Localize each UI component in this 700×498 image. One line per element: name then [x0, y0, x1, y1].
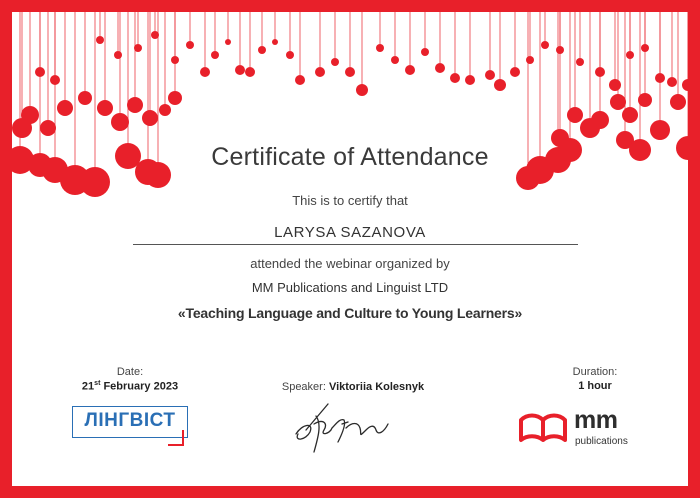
- ornament-ball: [159, 104, 171, 116]
- mm-logo-text: mm: [574, 406, 618, 434]
- duration-label: Duration:: [572, 366, 618, 378]
- ornament-ball: [591, 111, 609, 129]
- ornament-ball: [526, 56, 534, 64]
- lingvist-logo: ЛІНГВІСТ: [72, 406, 188, 438]
- ornament-ball: [111, 113, 129, 131]
- ornament-ball: [40, 120, 56, 136]
- duration-value: 1 hour: [578, 380, 612, 392]
- speaker-label: Speaker:: [281, 381, 326, 393]
- ornament-ball: [57, 100, 73, 116]
- ornament-ball: [670, 94, 686, 110]
- ornament-ball: [494, 79, 506, 91]
- ornament-ball: [295, 75, 305, 85]
- ornament-ball: [142, 110, 158, 126]
- ornament-ball: [186, 41, 194, 49]
- ornament-ball: [610, 94, 626, 110]
- ornament-ball: [609, 79, 621, 91]
- certify-intro: This is to certify that: [292, 193, 408, 208]
- ornament-ball: [576, 58, 584, 66]
- ornament-ball: [168, 91, 182, 105]
- date-label: Date:: [116, 366, 144, 378]
- ornament-ball: [391, 56, 399, 64]
- date-rest: February 2023: [100, 380, 179, 393]
- book-logo-icon: [517, 410, 571, 444]
- ornament-ball: [235, 65, 245, 75]
- ornament-ball: [485, 70, 495, 80]
- ornament-ball: [421, 48, 429, 56]
- ornament-ball: [50, 75, 60, 85]
- ornament-ball: [134, 44, 142, 52]
- ornament-ball: [225, 39, 231, 45]
- ornament-ball: [622, 107, 638, 123]
- speaker-line: [238, 381, 468, 393]
- ornament-ball: [331, 58, 339, 66]
- ornament-ball: [12, 118, 32, 138]
- ornament-ball: [127, 97, 143, 113]
- ornament-ball: [450, 73, 460, 83]
- date-day: 21: [81, 380, 95, 393]
- ornament-ball: [435, 63, 445, 73]
- ornament-ball: [200, 67, 210, 77]
- ornament-ball: [272, 39, 278, 45]
- recipient-name: LARYSA SAZANOVA: [274, 224, 426, 241]
- ornament-ball: [376, 44, 384, 52]
- ornament-ball: [405, 65, 415, 75]
- certificate-title: Certificate of Attendance: [211, 143, 489, 171]
- ornament-ball: [567, 107, 583, 123]
- ornament-ball: [345, 67, 355, 77]
- organizer-text: MM Publications and Linguist LTD: [251, 280, 449, 295]
- ornament-ball: [151, 31, 159, 39]
- ornament-ball: [286, 51, 294, 59]
- speaker-name: Viktoriia Kolesnyk: [328, 381, 425, 393]
- ornament-ball: [211, 51, 219, 59]
- ornament-ball: [171, 56, 179, 64]
- ornament-ball: [78, 91, 92, 105]
- ornament-ball: [258, 46, 266, 54]
- course-title: «Teaching Language and Culture to Young Learners»: [177, 305, 523, 321]
- ornament-ball: [465, 75, 475, 85]
- ornament-ball: [650, 120, 670, 140]
- ornament-ball: [510, 67, 520, 77]
- ornament-ball: [35, 67, 45, 77]
- signature-mark: [288, 394, 408, 464]
- name-underline: [133, 244, 578, 245]
- ornament-ball: [245, 67, 255, 77]
- ornament-ball: [356, 84, 368, 96]
- lingvist-logo-corner: [168, 430, 184, 446]
- ornament-ball: [541, 41, 549, 49]
- date-value: [60, 380, 200, 393]
- ornament-ball: [315, 67, 325, 77]
- attended-text: attended the webinar organized by: [250, 256, 450, 271]
- ornament-ball: [96, 36, 104, 44]
- date-suffix: st: [94, 380, 101, 387]
- ornament-ball: [667, 77, 677, 87]
- ornament-ball: [97, 100, 113, 116]
- ornament-ball: [114, 51, 122, 59]
- mm-logo-subtext: publications: [575, 436, 628, 447]
